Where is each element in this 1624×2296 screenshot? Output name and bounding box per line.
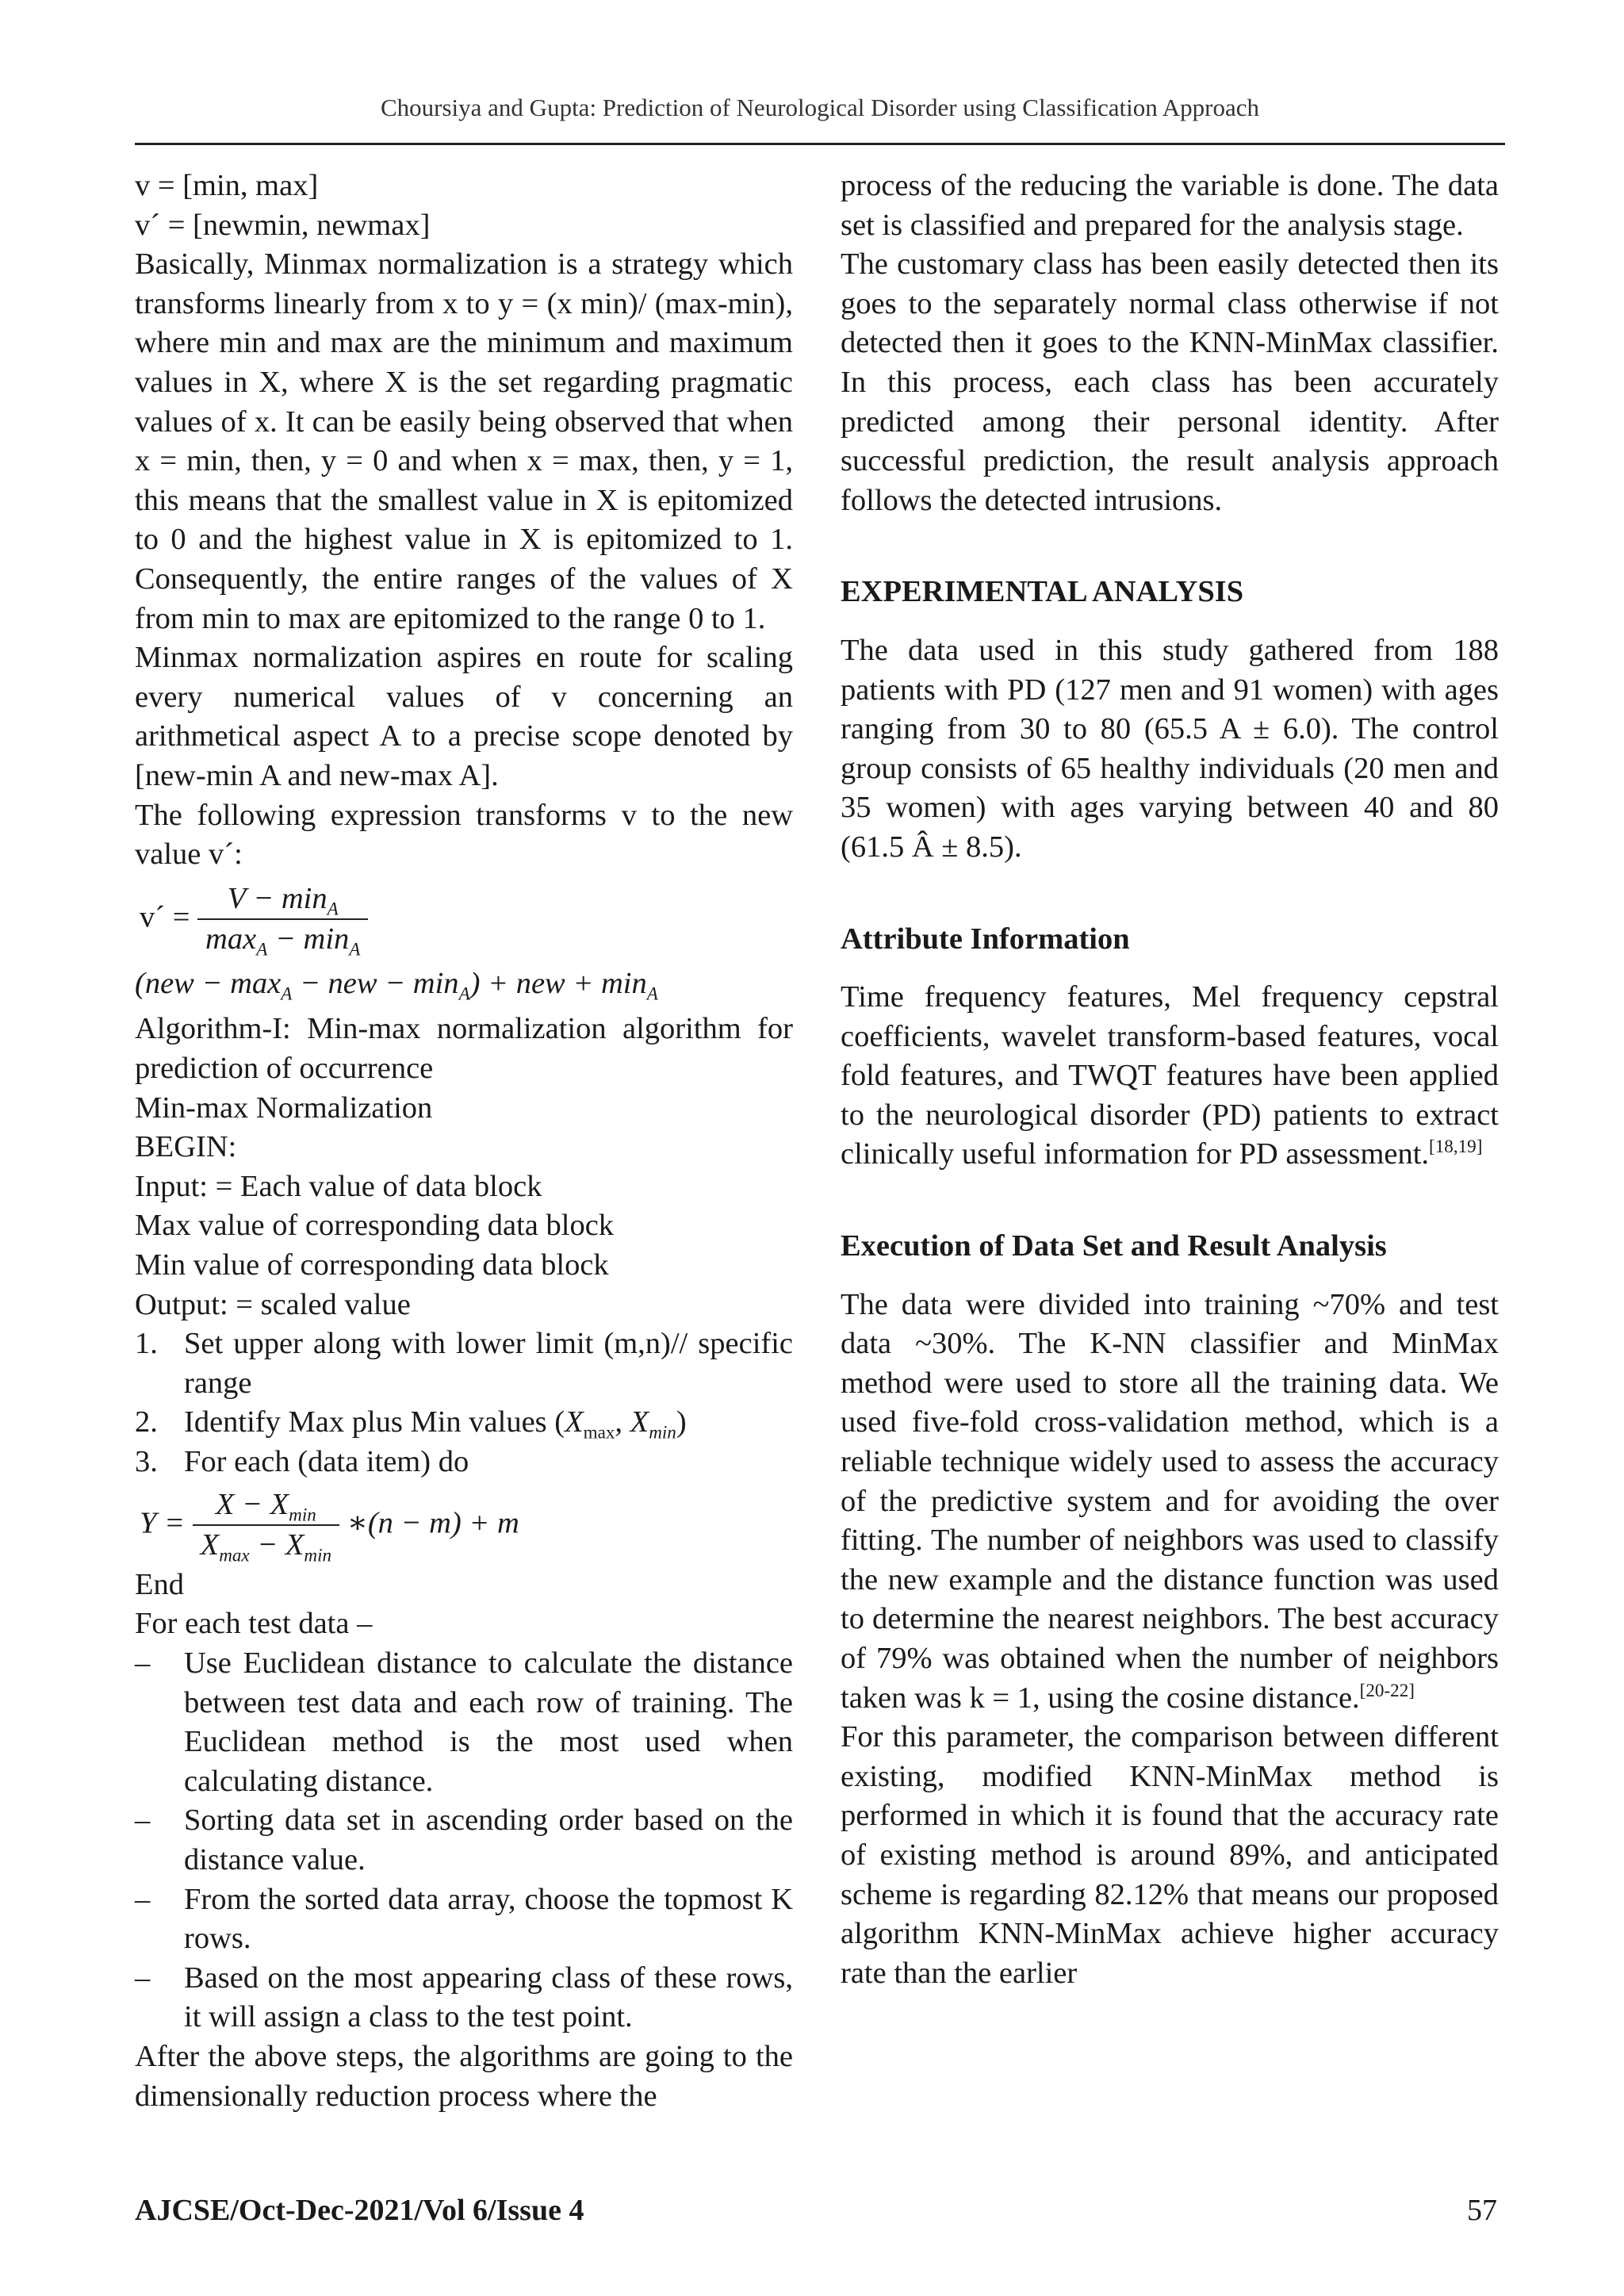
journal-footer: AJCSE/Oct-Dec-2021/Vol 6/Issue 4 [135,2194,584,2227]
list-item: – Based on the most appearing class of these rows, it will assign a class to the test point. [135,1961,793,2034]
eq1-fraction [197,880,368,960]
eq3-denominator: $X_{max} - X_{min}$ [200,1528,332,1566]
algorithm-line: Min value of corresponding data block [135,1248,609,1282]
running-title: Choursiya and Gupta: Prediction of Neurological Disorder using Classification Approach [380,94,1260,121]
algorithm-steps [135,1324,793,1481]
list-item: 3. For each (data item) do [135,1445,469,1478]
right-column [841,167,1499,1993]
equation-scaled-value: Y = $\frac{X - X_{min}}{X_{max} - X_{min}}$ ∗(n − m) + m [140,1485,793,1566]
list-item: 1. Set upper along with lower limit (m,n)// specific range [135,1327,793,1400]
comparison-paragraph: For this parameter, the comparison between different existing, modified KNN-MinMax method is performed in which it is found that the accuracy rate of existing method is around 89%, and anticipated scheme is regarding 82.12% that means our proposed algorithm KNN-MinMax achieve higher accuracy rate than the earlier [841,1720,1499,1990]
list-item: – Use Euclidean distance to calculate the distance between test data and each row of training. The Euclidean method is the most used when calculating distance. [135,1646,793,1798]
algorithm-title: Algorithm-I: Min-max normalization algorithm for prediction of occurrence [135,1012,793,1086]
classifier-paragraph: The customary class has been easily detected then its goes to the separately normal class otherwise if not detected then it goes to the KNN-MinMax classifier. In this process, each class has been accurately predicted among their personal identity. After successful prediction, the result analysis approach follows the detected intrusions. [841,247,1499,517]
execution-paragraph: The data were divided into training ~70% and test data ~30%. The K-NN classifier and MinMax method were used to store all the training data. We used five-fold cross-validation method, which is a reliable technique widely used to assess the accuracy of the predictive system and for avoiding the over fitting. The number of neighbors was used to classify the new example and the distance function was used to determine the nearest neighbors. The best accuracy of 79% was obtained when the number of neighbors taken was k = 1, using the cosine distance.[20-22] [841,1287,1499,1715]
left-column [135,167,793,2116]
minmax-paragraph: Basically, Minmax normalization is a strategy which transforms linearly from x to y = (x min)/ (max-min), where min and max are the minimum and maximum values in X, where X is the set regarding pragmatic values of x. It can be easily being observed that when x = min, then, y = 0 and when x = max, then, y = 1, this means that the smallest value in X is epitomized to 0 and the highest value in X is epitomized to 1. Consequently, the entire ranges of the values of X from min to max are epitomized to the range 0 to 1. [135,247,793,635]
algorithm-line: Output: = scaled value [135,1287,411,1321]
eq1-lhs: v´ = [140,900,190,934]
section-heading-experimental: EXPERIMENTAL ANALYSIS [841,575,1244,609]
citation: [20-22] [1359,1679,1415,1700]
page-number: 57 [1467,2194,1497,2227]
dimension-reduction-paragraph: process of the reducing the variable is done. The data set is classified and prepared for the analysis stage. [841,169,1499,242]
eq1-denominator: $\max_A - \min_A$ [205,922,361,960]
eq3-fraction [193,1485,339,1566]
list-item: 2. Identify Max plus Min values ($X_{max}$, $X_{min}$) [135,1405,687,1443]
section-heading-attribute: Attribute Information [841,922,1130,956]
minmax-aim-paragraph: Minmax normalization aspires en route for scaling every numerical values of v concerning an arithmetical aspect A to a precise scope denoted by [new-min A and new-max A]. [135,641,793,792]
algorithm-line: Input: = Each value of data block [135,1169,542,1203]
list-item: – From the sorted data array, choose the topmost K rows. [135,1882,793,1956]
transform-paragraph: The following expression transforms v to the new value v´: [135,798,793,872]
closing-paragraph: After the above steps, the algorithms are going to the dimensionally reduction process where the [135,2039,793,2113]
list-item: – Sorting data set in ascending order based on the distance value. [135,1803,793,1876]
algorithm-end: End [135,1567,185,1601]
eq3-numerator: $X - X_{min}$ [193,1485,339,1527]
data-paragraph: The data used in this study gathered from 188 patients with PD (127 men and 91 women) with ages ranging from 30 to 80 (65.5 A ± 6.0). The control group consists of 65 healthy individuals (20 men and 35 women) with ages varying between 40 and 80 (61.5 Â ± 8.5). [841,633,1499,864]
test-steps-list [135,1644,793,2037]
algorithm-line: Max value of corresponding data block [135,1209,615,1243]
citation: [18,19] [1429,1136,1483,1157]
equation-v-prime [140,880,793,960]
attribute-paragraph: Time frequency features, Mel frequency cepstral coefficients, wavelet transform-based features, vocal fold features, and TWQT features have been applied to the neurological disorder (PD) patients to extract clinically useful information for PD assessment.[18,19] [841,980,1499,1171]
v-prime-definition: v´ = [newmin, newmax] [135,208,431,242]
algorithm-line: BEGIN: [135,1130,237,1164]
v-definition: v = [min, max] [135,169,319,202]
eq1-numerator: $V - \min_A$ [197,880,368,921]
equation-new-range: ($new - \max_A$ − new − $\min_A$) + new + $\min_A$ [135,966,658,1004]
section-heading-execution: Execution of Data Set and Result Analysis [841,1229,1387,1263]
algorithm-line: Min-max Normalization [135,1091,433,1125]
header-rule [135,143,1505,145]
foreach-line: For each test data – [135,1607,373,1641]
